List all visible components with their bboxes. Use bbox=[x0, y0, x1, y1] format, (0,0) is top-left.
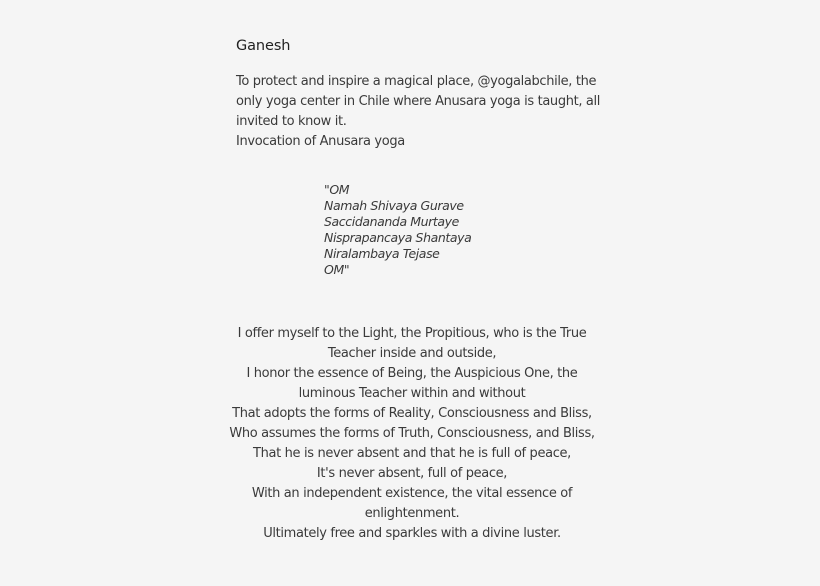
poem-line: Namah Shivaya Gurave bbox=[324, 198, 464, 213]
article bbox=[229, 36, 601, 544]
translation-prayer bbox=[226, 324, 598, 544]
intro-line: only yoga center in Chile where Anusara yoga is taught, all bbox=[236, 94, 601, 109]
poem-line: Niralambaya Tejase bbox=[324, 246, 440, 261]
poem-line: OM" bbox=[324, 262, 350, 277]
intro-line: Invocation of Anusara yoga bbox=[236, 134, 405, 149]
poem-line: Nisprapancaya Shantaya bbox=[324, 230, 472, 245]
intro-line: invited to know it. bbox=[236, 114, 347, 129]
prayer-line: It's never absent, full of peace, bbox=[316, 466, 508, 481]
prayer-line: With an independent existence, the vital essence of bbox=[251, 486, 573, 501]
intro-line: To protect and inspire a magical place, @yogalabchile, the bbox=[236, 74, 597, 89]
mantra-poem bbox=[324, 182, 586, 278]
intro-paragraph bbox=[236, 72, 601, 152]
prayer-line: I honor the essence of Being, the Auspicious One, the bbox=[246, 366, 578, 381]
poem-line: "OM bbox=[324, 182, 350, 197]
prayer-line: I offer myself to the Light, the Propitious, who is the True bbox=[237, 326, 587, 341]
prayer-line: luminous Teacher within and without bbox=[298, 386, 526, 401]
poem-line: Saccidananda Murtaye bbox=[324, 214, 459, 229]
prayer-line: Who assumes the forms of Truth, Consciousness, and Bliss, bbox=[229, 426, 595, 441]
prayer-line: That he is never absent and that he is full of peace, bbox=[253, 446, 571, 461]
prayer-line: Ultimately free and sparkles with a divine luster. bbox=[263, 526, 561, 541]
page-title: Ganesh bbox=[236, 38, 291, 54]
prayer-line: enlightenment. bbox=[364, 506, 460, 521]
prayer-line: Teacher inside and outside, bbox=[327, 346, 497, 361]
prayer-line: That adopts the forms of Reality, Consciousness and Bliss, bbox=[232, 406, 592, 421]
